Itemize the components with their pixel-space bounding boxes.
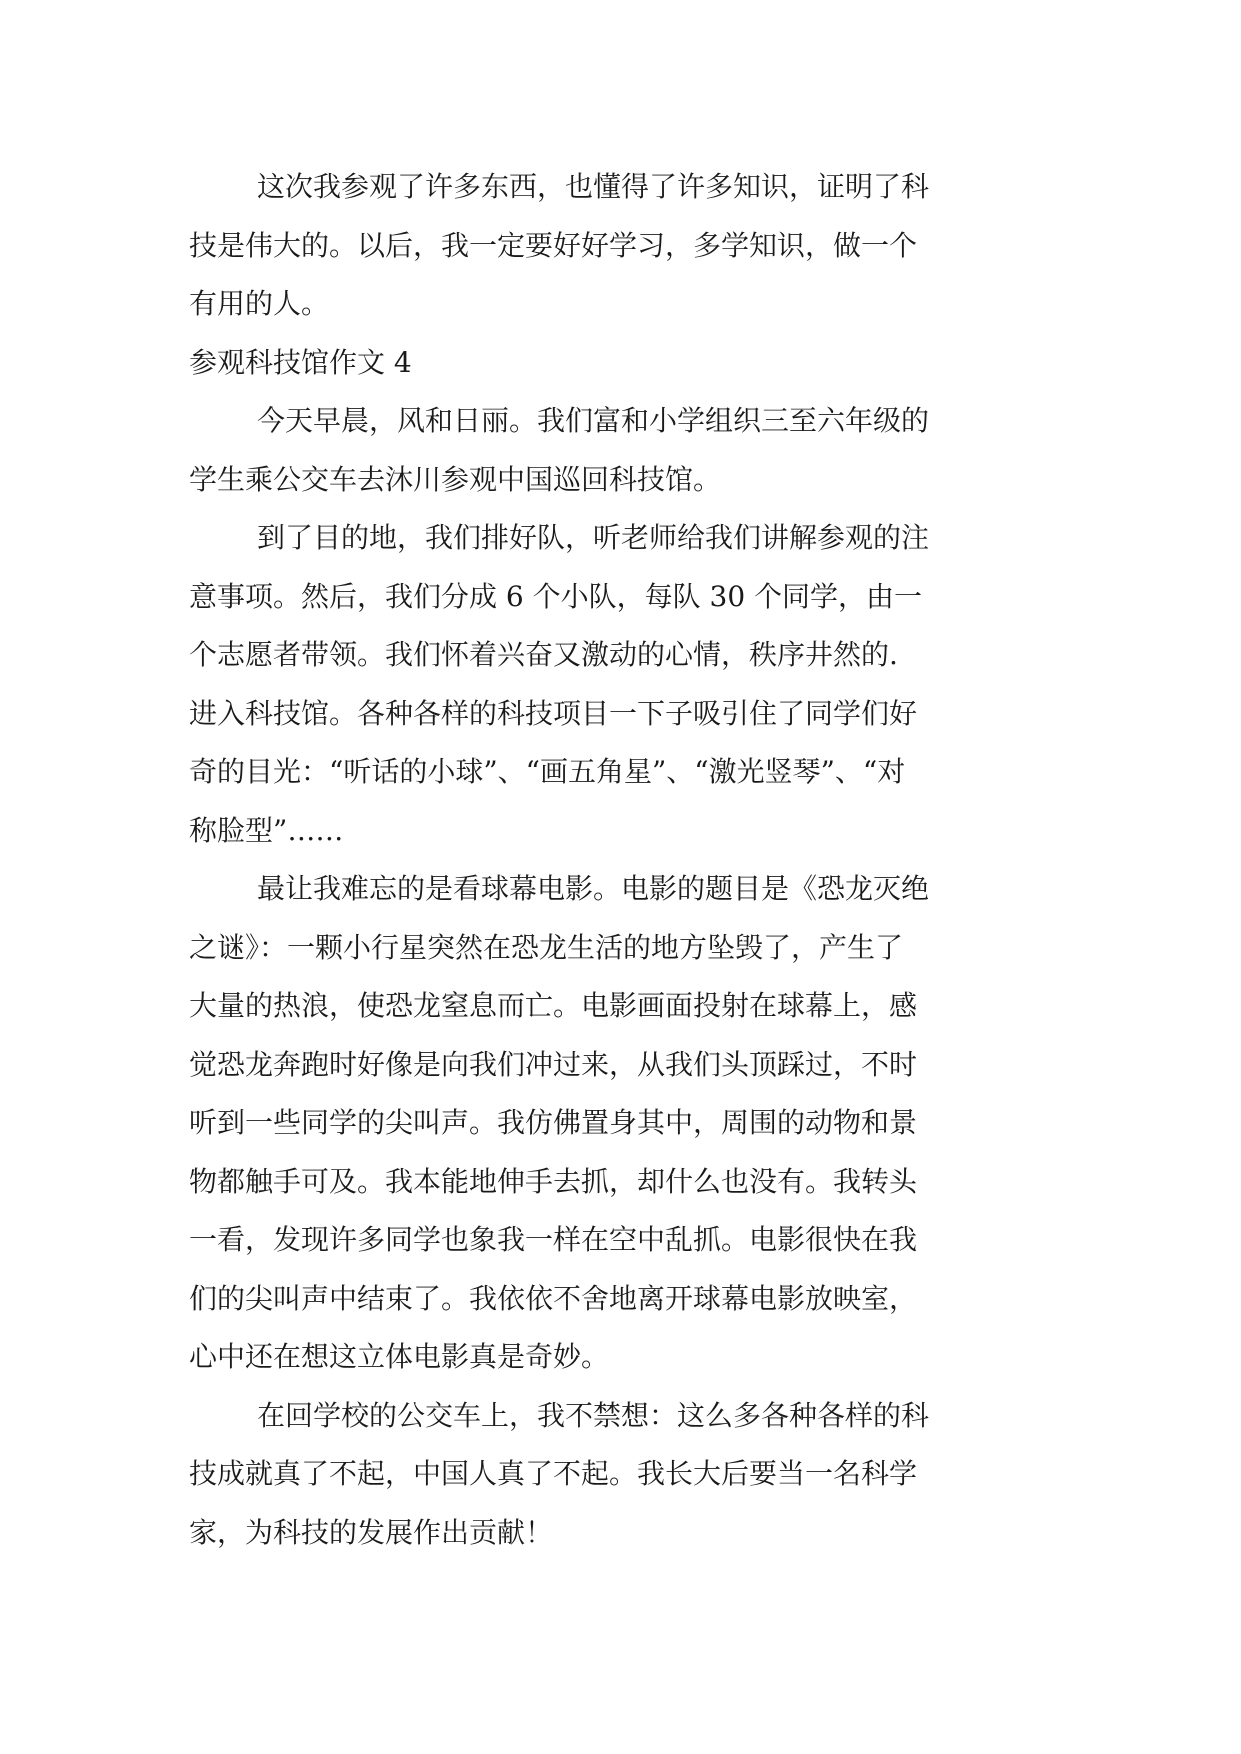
paragraph-4 <box>189 1387 1049 1563</box>
line-text: 学生乘公交车去沐川参观中国巡回科技馆。 <box>189 462 722 496</box>
line-text: 到了目的地，我们排好队，听老师给我们讲解参观的注 <box>257 521 930 554</box>
line-text: 奇的目光：“听话的小球”、“画五角星”、“激光竖琴”、“对 <box>189 755 906 788</box>
text-line <box>189 509 1049 568</box>
paragraph-1 <box>189 392 1049 509</box>
text-line <box>189 1270 1049 1329</box>
line-text: 最让我难忘的是看球幕电影。电影的题目是《恐龙灭绝 <box>257 872 930 905</box>
line-text: 听到一些同学的尖叫声。我仿佛置身其中，周围的动物和景 <box>189 1106 918 1139</box>
paragraph-2 <box>189 509 1049 860</box>
line-text: 在回学校的公交车上，我不禁想：这么多各种各样的科 <box>257 1398 930 1432</box>
text-line <box>189 275 1049 334</box>
text-line <box>189 1211 1049 1270</box>
text-line <box>189 158 1049 217</box>
text-line <box>189 977 1049 1036</box>
line-text: 技成就真了不起，中国人真了不起。我长大后要当一名科学 <box>189 1457 918 1490</box>
line-text: 有用的人。 <box>189 287 330 320</box>
line-text: 心中还在想这立体电影真是奇妙。 <box>189 1340 610 1373</box>
line-text: 称脸型”…… <box>189 813 344 847</box>
line-text: 大量的热浪，使恐龙窒息而亡。电影画面投射在球幕上，感 <box>189 989 918 1022</box>
section-title: 参观科技馆作文 4 <box>189 345 412 379</box>
line-text: 技是伟大的。以后，我一定要好好学习，多学知识，做一个 <box>189 228 918 262</box>
line-text: 这次我参观了许多东西，也懂得了许多知识，证明了科 <box>257 170 930 203</box>
text-line <box>189 860 1049 919</box>
line-text: 觉恐龙奔跑时好像是向我们冲过来，从我们头顶踩过，不时 <box>189 1047 918 1081</box>
line-text: 一看，发现许多同学也象我一样在空中乱抓。电影很快在我 <box>189 1223 918 1256</box>
line-text: 进入科技馆。各种各样的科技项目一下子吸引住了同学们好 <box>189 696 918 730</box>
text-line <box>189 1094 1049 1153</box>
text-line <box>189 1445 1049 1504</box>
line-text: 物都触手可及。我本能地伸手去抓，却什么也没有。我转头 <box>189 1164 918 1198</box>
text-line <box>189 1328 1049 1387</box>
text-line <box>189 1387 1049 1446</box>
line-text: 们的尖叫声中结束了。我依依不舍地离开球幕电影放映室， <box>189 1281 918 1315</box>
line-text: 家，为科技的发展作出贡献！ <box>189 1515 554 1549</box>
text-line <box>189 1153 1049 1212</box>
text-line <box>189 1036 1049 1095</box>
line-text: 今天早晨，风和日丽。我们富和小学组织三至六年级的 <box>257 404 930 437</box>
text-line <box>189 802 1049 861</box>
text-line <box>189 392 1049 451</box>
line-text: 之谜》：一颗小行星突然在恐龙生活的地方坠毁了，产生了 <box>189 930 904 964</box>
paragraph-intro <box>189 158 1049 334</box>
text-line <box>189 685 1049 744</box>
line-text: 个志愿者带领。我们怀着兴奋又激动的心情，秩序井然的. <box>189 638 898 671</box>
text-line <box>189 217 1049 276</box>
text-line <box>189 568 1049 627</box>
text-line <box>189 451 1049 510</box>
text-line <box>189 919 1049 978</box>
text-line <box>189 1504 1049 1563</box>
paragraph-3 <box>189 860 1049 1387</box>
document-body <box>189 158 1049 1562</box>
line-text: 意事项。然后，我们分成 6 个小队，每队 30 个同学，由一 <box>189 579 923 613</box>
text-line <box>189 743 1049 802</box>
text-line <box>189 626 1049 685</box>
